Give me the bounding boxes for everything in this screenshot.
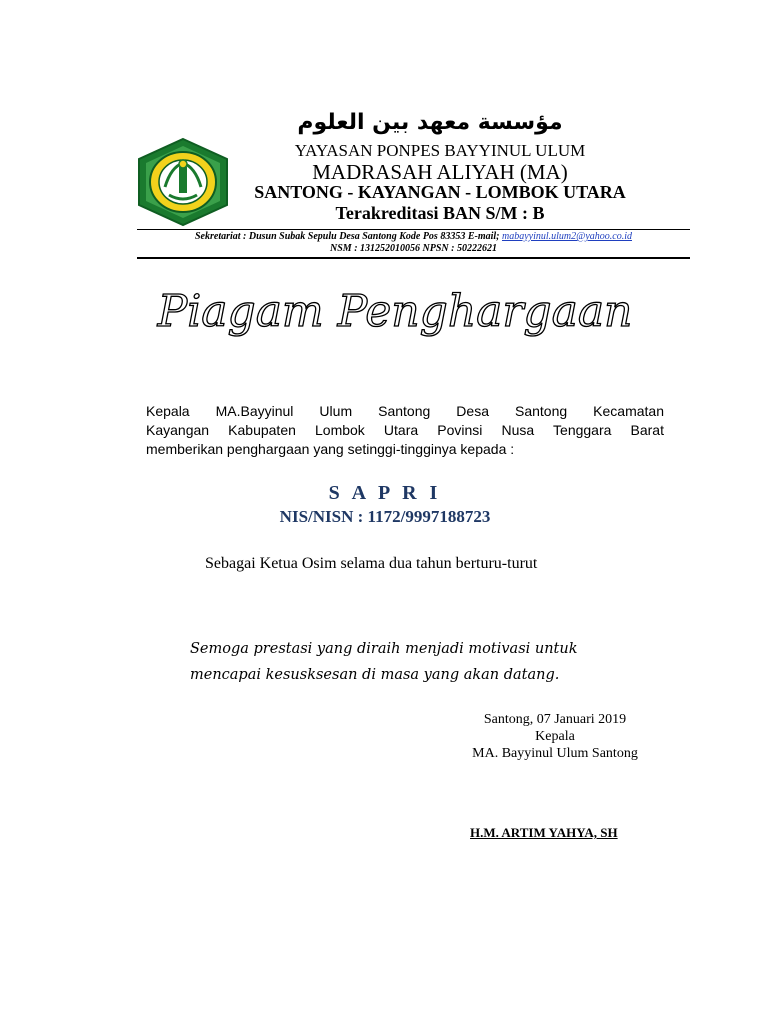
recipient-name: S A P R I bbox=[328, 482, 442, 504]
statement-line: Kepala MA.Bayyinul Ulum Santong Desa Santong Kecamatan bbox=[146, 403, 664, 419]
foundation-name: YAYASAN PONPES BAYYINUL ULUM bbox=[294, 141, 586, 160]
school-ids: NSM : 131252010056 NPSN : 50222621 bbox=[330, 243, 497, 254]
signer-name: H.M. ARTIM YAHYA, SH bbox=[470, 825, 618, 840]
certificate-title-text: Piagam Penghargaan bbox=[157, 286, 633, 337]
school-logo bbox=[135, 137, 231, 227]
wish-line: Semoga prestasi yang diraih menjadi motivasi untuk bbox=[190, 641, 578, 657]
award-statement bbox=[146, 402, 664, 459]
closing-wish bbox=[190, 636, 610, 688]
statement-line: Kayangan Kabupaten Lombok Utara Povinsi Nusa Tenggara Barat bbox=[146, 422, 664, 438]
recipient-nis: NIS/NISN : 1172/9997188723 bbox=[279, 507, 491, 526]
secretariat-info bbox=[137, 231, 690, 255]
statement-line: memberikan penghargaan yang setinggi-tingginya kepada : bbox=[146, 441, 515, 457]
signature-block bbox=[430, 711, 680, 762]
school-location: SANTONG - KAYANGAN - LOMBOK UTARA bbox=[254, 182, 626, 202]
wish-line: mencapai kesusksesan di masa yang akan datang. bbox=[190, 667, 560, 683]
signer-position: Kepala bbox=[535, 729, 575, 744]
certificate-title bbox=[157, 278, 633, 348]
letterhead-divider-top bbox=[137, 229, 690, 230]
award-purpose: Sebagai Ketua Osim selama dua tahun berturu-turut bbox=[205, 555, 538, 572]
letterhead-divider-bottom bbox=[137, 257, 690, 259]
email-link[interactable]: mabayyinul.ulum2@yahoo.co.id bbox=[501, 231, 632, 242]
place-date: Santong, 07 Januari 2019 bbox=[483, 712, 627, 727]
secretariat-address: Sekretariat : Dusun Subak Sepulu Desa Santong Kode Pos 83353 E-mail; bbox=[194, 231, 502, 242]
arabic-foundation-name: مؤسسة معهد بين العلوم bbox=[297, 110, 563, 135]
signer-institution: MA. Bayyinul Ulum Santong bbox=[472, 746, 638, 761]
accreditation: Terakreditasi BAN S/M : B bbox=[335, 203, 545, 223]
school-name: MADRASAH ALIYAH (MA) bbox=[312, 160, 568, 184]
